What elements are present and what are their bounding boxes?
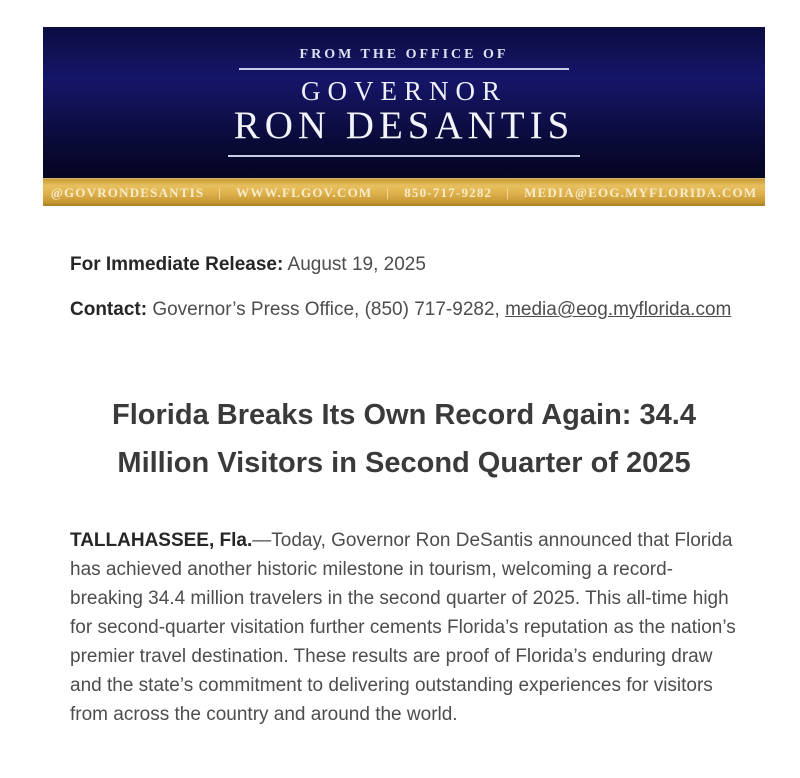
headline: Florida Breaks Its Own Record Again: 34.4 Million Visitors in Second Quarter of 2025 <box>112 399 696 479</box>
strip-separator: | <box>506 184 511 200</box>
letterhead-banner <box>43 27 765 206</box>
press-release-page <box>0 27 800 729</box>
strip-media-email: MEDIA@EOG.MYFLORIDA.COM <box>524 184 758 200</box>
banner-title-governor: GOVERNOR <box>300 76 507 106</box>
strip-separator: | <box>386 184 391 200</box>
article-paragraph <box>70 526 738 729</box>
release-line <box>70 252 738 277</box>
strip-separator: | <box>218 184 223 200</box>
release-label: For Immediate Release: <box>70 254 284 275</box>
strip-social-handle: @GOVRONDESANTIS <box>50 184 205 200</box>
contact-text: Governor’s Press Office, (850) 717-9282, <box>147 299 506 320</box>
press-release-content <box>0 252 800 729</box>
banner-rule-bottom <box>228 155 580 157</box>
banner-blue-panel <box>43 27 765 178</box>
strip-website: WWW.FLGOV.COM <box>236 184 373 200</box>
contact-email-link[interactable]: media@eog.myflorida.com <box>505 299 732 320</box>
contact-label: Contact: <box>70 299 148 320</box>
contact-line <box>70 297 738 322</box>
banner-kicker: FROM THE OFFICE OF <box>299 47 509 62</box>
article-body-text: —Today, Governor Ron DeSantis announced that Florida has achieved another historic milestone in tourism, welcoming a record-breaking 34.4 million travelers in the second quarter of 2025. This all-time high for second-quarter visitation further cements Florida’s reputation as the nation’s premier travel destination. These results are proof of Florida’s enduring draw and the state’s commitment to delivering outstanding experiences for visitors from across the country and around the world. <box>70 530 736 725</box>
banner-title-name: RON DESANTIS <box>233 104 575 147</box>
strip-phone: 850-717-9282 <box>404 184 493 200</box>
banner-rule-top <box>239 68 569 70</box>
release-date: August 19, 2025 <box>283 254 426 275</box>
article-dateline: TALLAHASSEE, Fla. <box>70 530 253 551</box>
banner-contact-strip <box>43 178 765 206</box>
